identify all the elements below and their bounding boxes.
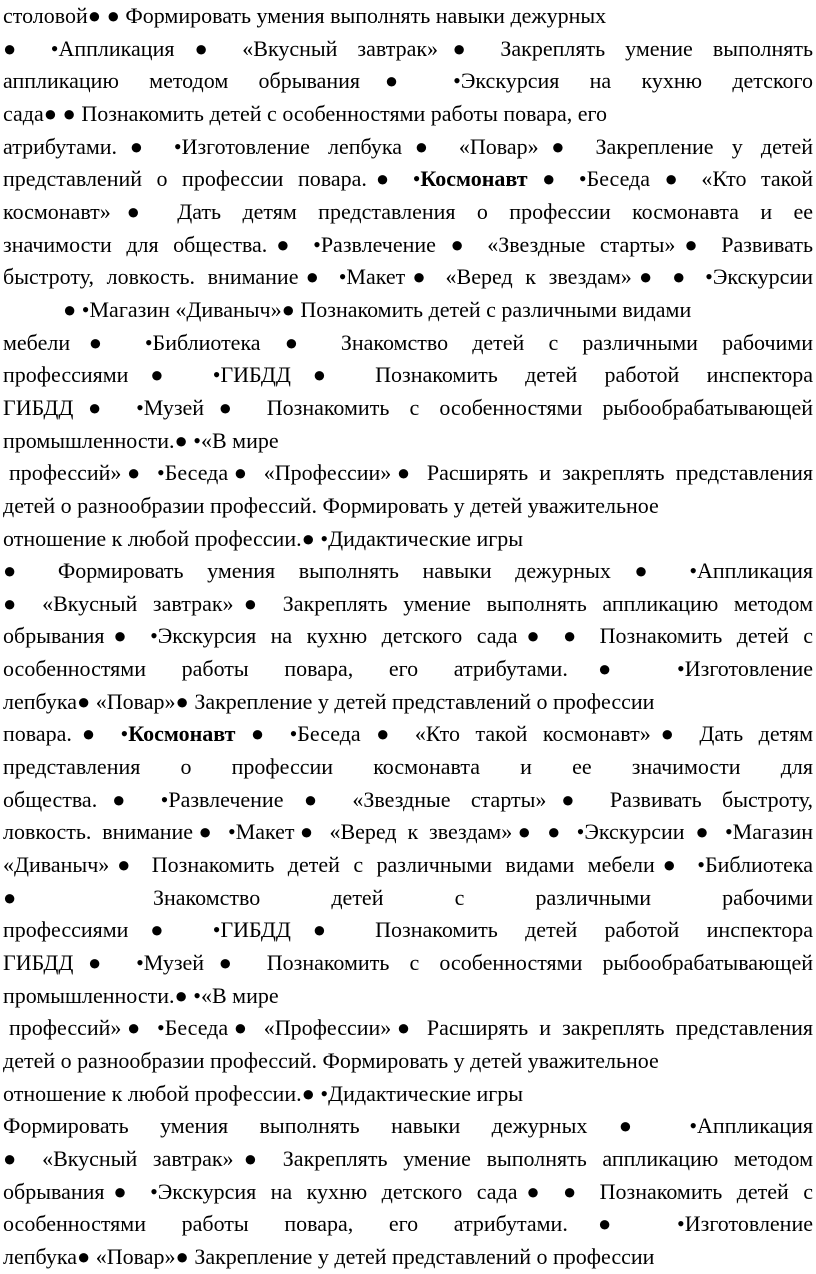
- text-line: профессиями● •ГИБДД● Познакомить детей работой инспектора: [3, 917, 813, 943]
- text-line: космонавт»● Дать детям представления о профессии космонавта и ее: [3, 198, 813, 224]
- text-line: детей о разнообразии профессий. Формировать у детей уважительное: [3, 1048, 659, 1073]
- text-line: ГИБДД● •Музей● Познакомить с особенностями рыбообрабатывающей: [3, 950, 813, 976]
- text-line: отношение к любой профессии.● •Дидактические игры: [3, 1080, 524, 1106]
- text-line: промышленности.● •«В мире: [3, 982, 279, 1008]
- text-line: особенностями работы повара, его атрибутами.● •Изготовление: [3, 656, 813, 682]
- text-run: ● •Беседа ● «Кто такой: [527, 166, 813, 192]
- text-line: столовой● ● Формировать умения выполнять навыки дежурных: [3, 3, 607, 28]
- text-line: [3, 163, 813, 196]
- text-line: атрибутами.● •Изготовление лепбука● «Повар»● Закрепление у детей: [3, 133, 813, 159]
- text-line: обрывания● •Экскурсия на кухню детского сада● ● Познакомить детей с: [3, 1178, 813, 1204]
- text-line: ● «Вкусный завтрак»● Закреплять умение выполнять аппликацию методом: [3, 1145, 813, 1171]
- text-line: сада● ● Познакомить детей с особенностями работы повара, его: [3, 100, 608, 126]
- text-line: ● «Вкусный завтрак»● Закреплять умение выполнять аппликацию методом: [3, 590, 813, 616]
- text-line: быстроту, ловкость. внимание● •Макет● «Веред к звездам»● ● •Экскурсии: [3, 264, 813, 290]
- text-line: детей о разнообразии профессий. Формировать у детей уважительное: [3, 492, 659, 518]
- text-line: ● •Магазин «Диваныч»● Познакомить детей с различными видами: [63, 296, 692, 322]
- text-line: профессий»● •Беседа● «Профессии»● Расширять и закреплять представления: [9, 460, 813, 486]
- text-line: «Диваныч»● Познакомить детей с различными видами мебели● •Библиотека: [3, 852, 813, 878]
- text-line: лепбука● «Повар»● Закрепление у детей представлений о профессии: [3, 688, 655, 714]
- text-line: мебели● •Библиотека ● Знакомство детей с различными рабочими: [3, 329, 813, 355]
- bold-heading: Космонавт: [128, 721, 236, 747]
- text-line: обрывания● •Экскурсия на кухню детского сада● ● Познакомить детей с: [3, 623, 813, 649]
- text-line: ● •Аппликация ● «Вкусный завтрак»● Закреплять умение выполнять: [3, 35, 813, 61]
- text-line: значимости для общества.● •Развлечение ● «Звездные старты»● Развивать: [3, 231, 813, 257]
- text-line: представления о профессии космонавта и ее значимости для: [3, 754, 813, 780]
- text-line: лепбука● «Повар»● Закрепление у детей представлений о профессии: [3, 1243, 655, 1269]
- text-run: представлений о профессии повара.● •: [3, 166, 421, 192]
- text-line: ловкость. внимание● •Макет● «Веред к звездам»● ● •Экскурсии ● •Магазин: [3, 819, 813, 845]
- bold-heading: Космонавт: [420, 166, 528, 192]
- text-line: ● Знакомство детей с различными рабочими: [3, 884, 813, 910]
- text-line: ● Формировать умения выполнять навыки дежурных ● •Аппликация: [3, 558, 813, 584]
- text-line: отношение к любой профессии.● •Дидактические игры: [3, 525, 524, 551]
- text-line: общества.● •Развлечение ● «Звездные старты»● Развивать быстроту,: [3, 786, 813, 812]
- text-line: профессий»● •Беседа● «Профессии»● Расширять и закреплять представления: [9, 1015, 813, 1041]
- text-run: повара.● •: [3, 721, 129, 747]
- text-run: ● •Беседа ● «Кто такой космонавт»● Дать детям: [235, 721, 813, 747]
- text-line: аппликацию методом обрывания● •Экскурсия на кухню детского: [3, 68, 813, 94]
- text-line: особенностями работы повара, его атрибутами.● •Изготовление: [3, 1211, 813, 1237]
- text-line: промышленности.● •«В мире: [3, 427, 279, 453]
- text-line: профессиями● •ГИБДД● Познакомить детей работой инспектора: [3, 362, 813, 388]
- text-line: [3, 718, 813, 751]
- text-line: Формировать умения выполнять навыки дежурных ● •Аппликация: [3, 1113, 813, 1139]
- text-line: ГИБДД● •Музей● Познакомить с особенностями рыбообрабатывающей: [3, 394, 813, 420]
